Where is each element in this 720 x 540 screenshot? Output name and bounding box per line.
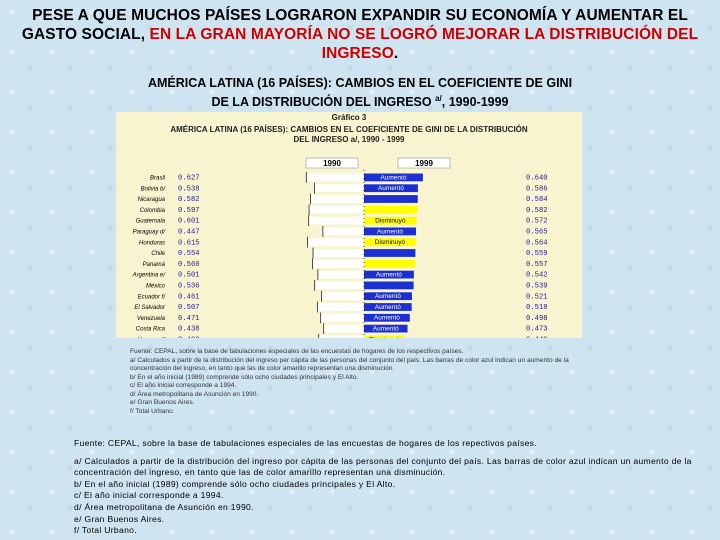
category-label: Panamá	[142, 261, 165, 268]
category-label: Costa Rica	[135, 326, 165, 333]
bar-1990	[315, 184, 364, 192]
figure-footnote: Fuente: CEPAL, sobre la base de tabulaciones especiales de las encuestas de hogares de los respectivos países.	[130, 348, 464, 355]
change-annotation: Aumentó	[377, 185, 404, 193]
bar-1990	[317, 303, 364, 311]
bar-1990	[313, 249, 364, 257]
bar-1990	[307, 238, 364, 246]
headline-part2-red: EN LA GRAN MAYORÍA NO SE LOGRÓ MEJORAR LA DISTRIBUCIÓN DEL INGRESO	[149, 26, 699, 62]
category-label: Nicaragua	[137, 197, 165, 204]
bar-1990	[306, 174, 364, 182]
bar-1990	[319, 336, 364, 339]
value-label-1999: 0.582	[526, 206, 548, 215]
bar-1990	[309, 217, 364, 225]
category-label: Argentina e/	[132, 272, 165, 279]
bar-1999	[364, 260, 415, 268]
category-label: Guatemala	[135, 218, 165, 225]
category-label: Chile	[151, 251, 165, 258]
value-label-1999: 0.518	[526, 304, 548, 313]
change-annotation: Aumentó	[373, 314, 400, 322]
value-label-1999: 0.539	[526, 282, 548, 291]
value-label-1999: 0.542	[526, 271, 548, 280]
figure-footnote: a/ Calculados a partir de la distribución del ingreso per cápita de las personas del conjunto del país. Las barras de color azul indican un aumento de la concentración del ingreso, en tanto que las de color amarillo representan una disminución.	[130, 356, 569, 372]
value-label-1999: 0.586	[526, 185, 548, 194]
headline-part1: PESE A QUE MUCHOS PAÍSES LOGRARON EXPANDIR SU ECONOMÍA Y AUMENTAR EL GASTO SOCIAL,	[21, 7, 688, 43]
value-label-1999: 0.572	[526, 217, 548, 226]
footnote-source: Fuente: CEPAL, sobre la base de tabulaciones especiales de las encuestas de hogares de los repectivos países.	[74, 438, 537, 448]
value-label-1990: 0.554	[178, 250, 200, 259]
bar-1990	[318, 271, 364, 279]
change-annotation: Disminuyó	[375, 217, 406, 225]
bar-1999	[364, 282, 414, 290]
chart-subtitle	[90, 76, 630, 110]
gini-bar-chart	[116, 112, 582, 338]
value-label-1990: 0.438	[178, 325, 200, 334]
value-label-1999: 0.521	[526, 293, 548, 302]
value-label-1999: 0.640	[526, 174, 548, 183]
value-label-1990: 0.601	[178, 217, 200, 226]
headline-part3: .	[393, 45, 399, 62]
figure-title-line1: AMÉRICA LATINA (16 PAÍSES): CAMBIOS EN EL COEFICIENTE DE GINI DE LA DISTRIBUCIÓN	[170, 125, 528, 134]
figure-footnote: f/ Total Urbano.	[130, 407, 175, 415]
bar-1990	[315, 282, 364, 290]
value-label-1990	[178, 337, 200, 339]
bar-1990	[321, 314, 364, 322]
value-label-1999	[526, 337, 548, 339]
category-label: El Salvador	[134, 305, 165, 312]
graphic-label: Gráfico 3	[331, 113, 367, 122]
change-annotation: Disminuyó	[374, 239, 406, 247]
value-label-1990: 0.471	[178, 314, 200, 323]
footnote-b: b/ En el año inicial (1989) comprende sólo ocho ciudades principales y El Alto.	[74, 478, 396, 489]
category-label: Ecuador f/	[137, 294, 165, 301]
figure-footnote: b/ En el año inicial (1989) comprende sólo ocho ciudades principales y El Alto.	[130, 373, 359, 381]
footnote-e: e/ Gran Buenos Aires.	[74, 513, 165, 524]
value-label-1990: 0.560	[178, 260, 200, 269]
figure-footnote: e/ Gran Buenos Aires.	[130, 399, 195, 406]
value-label-1990: 0.536	[178, 282, 200, 291]
category-label: Paraguay d/	[132, 229, 165, 236]
category-label: Bolivia b/	[140, 186, 165, 193]
subtitle-line1: AMÉRICA LATINA (16 PAÍSES): CAMBIOS EN EL COEFICIENTE DE GINI	[147, 76, 573, 90]
value-label-1990: 0.501	[178, 271, 200, 280]
bar-1999	[364, 249, 415, 257]
column-header-1999: 1999	[415, 159, 433, 168]
bar-1999	[364, 195, 418, 203]
change-annotation: Aumentó	[380, 174, 407, 182]
change-annotation: Aumentó	[374, 293, 401, 301]
value-label-1999: 0.559	[526, 250, 548, 259]
value-label-1990: 0.507	[178, 304, 200, 313]
slide-headline	[6, 6, 714, 63]
footnote-a: a/ Calculados a partir de la distribución del ingreso por cápita de las personas del conjunto del país. Las barras de color azul indican un aumento de la concentración del ingreso, en tanto que las de color amarillo representan una disminución.	[74, 455, 692, 478]
subtitle-line2-text: DE LA DISTRIBUCIÓN DEL INGRESO	[211, 95, 432, 110]
change-annotation: Aumentó	[372, 325, 399, 333]
value-label-1999: 0.564	[526, 239, 548, 248]
bar-1999	[364, 206, 418, 214]
value-label-1999: 0.557	[526, 260, 548, 269]
subtitle-line2	[90, 91, 630, 110]
value-label-1999: 0.584	[526, 196, 548, 205]
footnote-f: f/ Total Urbano.	[74, 525, 137, 536]
figure-footnote: c/ El año inicial corresponde a 1994.	[130, 382, 237, 389]
bar-1990	[310, 195, 364, 203]
footnote-d: d/ Área metropolitana de Asunción en 1990.	[74, 501, 254, 512]
value-label-1999: 0.473	[526, 325, 548, 334]
column-header-1990: 1990	[323, 159, 341, 168]
bar-1990	[322, 292, 364, 300]
figure-footnotes	[130, 348, 570, 416]
change-annotation: Aumentó	[374, 303, 401, 311]
value-label-1990: 0.461	[178, 293, 200, 302]
figure-footnote: d/ Área metropolitana de Asunción en 1990.	[130, 390, 259, 398]
value-label-1990: 0.597	[178, 206, 200, 215]
footnote-c: c/ El año inicial corresponde a 1994.	[74, 490, 224, 501]
change-annotation: Aumentó	[376, 228, 404, 236]
subtitle-superscript: a/	[435, 94, 442, 103]
footnotes	[74, 438, 714, 537]
value-label-1990: 0.538	[178, 185, 200, 194]
bar-1990	[312, 260, 364, 268]
category-label: México	[145, 283, 165, 290]
category-label	[137, 338, 166, 339]
category-label: Brasil	[149, 175, 165, 182]
category-label: Venezuela	[136, 315, 165, 322]
bar-1990	[323, 228, 364, 236]
value-label-1990: 0.447	[178, 228, 200, 237]
value-label-1990: 0.627	[178, 174, 200, 183]
bar-1990	[309, 206, 364, 214]
change-annotation	[369, 336, 400, 338]
value-label-1990: 0.615	[178, 239, 200, 248]
value-label-1999: 0.498	[526, 314, 548, 323]
chart-figure	[116, 112, 582, 338]
figure-title-line2: DEL INGRESO a/, 1990 - 1999	[293, 135, 405, 144]
category-label: Honduras	[138, 240, 165, 247]
bar-1990	[324, 325, 364, 333]
change-annotation: Aumentó	[375, 271, 402, 279]
subtitle-years: , 1990-1999	[441, 95, 509, 110]
value-label-1990: 0.582	[178, 196, 200, 205]
category-label: Colombia	[139, 207, 165, 214]
value-label-1999: 0.565	[526, 228, 548, 237]
